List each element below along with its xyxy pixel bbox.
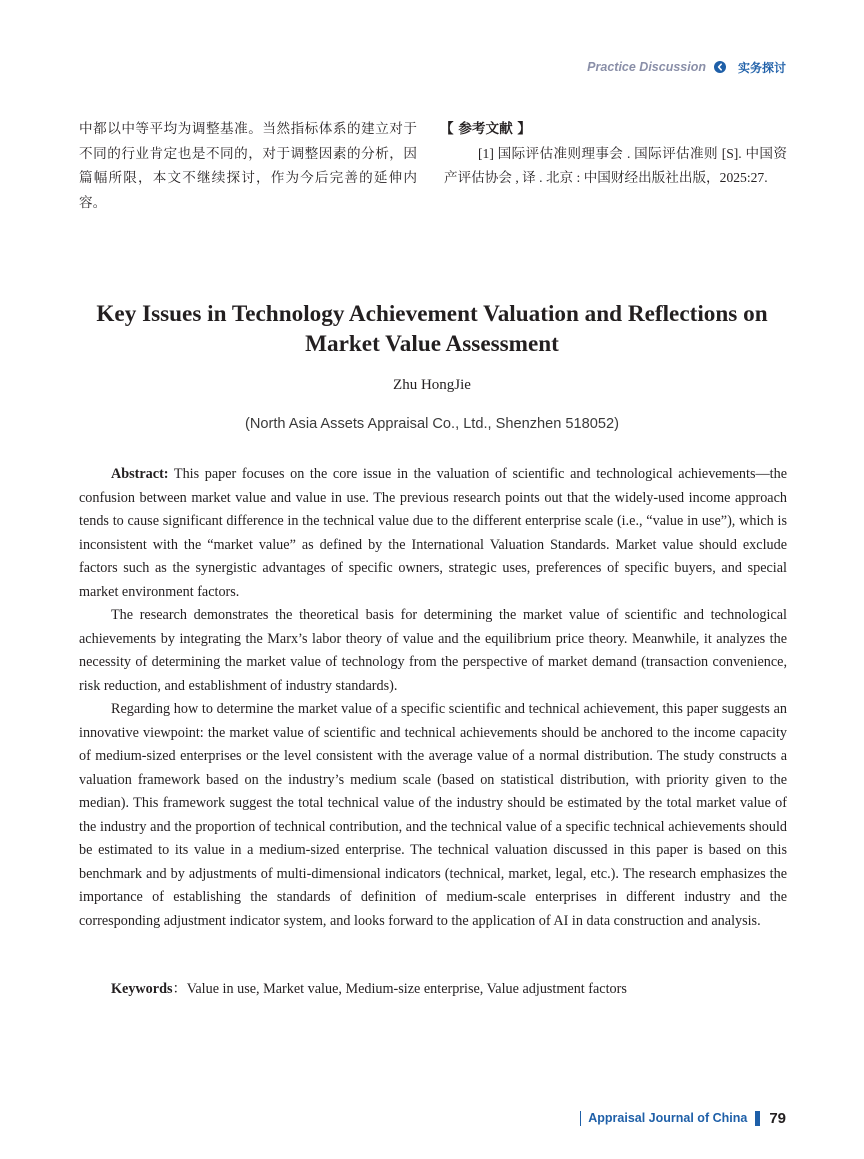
journal-name: Appraisal Journal of China [588, 1111, 748, 1125]
abstract-section [79, 463, 787, 933]
abstract-paragraph [79, 463, 787, 604]
author-affiliation: (North Asia Assets Appraisal Co., Ltd., Shenzhen 518052) [245, 416, 619, 432]
keywords-text: Value in use, Market value, Medium-size enterprise, Value adjustment factors [186, 981, 627, 997]
references-heading: 【 参考文献 】 [440, 121, 532, 137]
left-column-paragraph: 中都以中等平均为调整基准。当然指标体系的建立对于不同的行业肯定也是不同的，对于调整因素的分析，因篇幅所限，本文不继续探讨，作为今后完善的延伸内容。 [79, 121, 417, 211]
keywords-separator: ： [172, 981, 187, 997]
abstract-paragraph: The research demonstrates the theoretical basis for determining the market value of scientific and technological achievements by integrating the Marx’s labor theory of value and the equilibrium price theory. Meanwhile, it analyzes the necessity of determining the market value of technology from the perspective of market demand (transaction convenience, risk reduction, and establishment of industry standards). [79, 607, 787, 694]
references-section [440, 117, 787, 191]
keywords-line [79, 978, 787, 1002]
section-title-cn: 实务探讨 [737, 60, 786, 75]
section-title-en: Practice Discussion [587, 60, 706, 74]
left-column [79, 117, 417, 215]
abstract-paragraph: Regarding how to determine the market value of a specific scientific and technical achievement, this paper suggests an innovative viewpoint: the market value of scientific and technical achievements should be anchored to the income capacity of medium-sized enterprises or the level consistent with the average value of a normal distribution. The study constructs a valuation framework based on the industry’s medium scale (based on statistical distribution, with priority given to the median). This framework suggest the total technical value of the industry should be estimated by the total market value of the industry and the proportion of technical contribution, and the technical value of a specific technical achievements should be estimated to its value in a medium-sized enterprise. The technical valuation discussed in this paper is based on this benchmark and by adjustments of multi-dimensional indicators (technical, market, legal, etc.). The research emphasizes the importance of establishing the standards of definition of medium-scale enterprises in different industry and the corresponding adjustment indicator system, and looks forward to the application of AI in data construction and analysis. [79, 701, 787, 929]
author-name: Zhu HongJie [393, 377, 471, 393]
footer-divider [580, 1111, 581, 1126]
running-footer [580, 1109, 786, 1127]
reference-item: [1] 国际评估准则理事会 . 国际评估准则 [S]. 中国资产评估协会 , 译 . 北京 : 中国财经出版社出版，2025:27. [444, 145, 787, 185]
chevron-left-icon [714, 61, 726, 73]
article-title: Key Issues in Technology Achievement Valuation and Reflections on Market Value Assessment [96, 301, 768, 357]
running-header [587, 58, 786, 76]
abstract-label: Abstract: [111, 466, 169, 482]
page-number: 79 [769, 1109, 786, 1127]
keywords-label: Keywords [111, 981, 173, 997]
abstract-text: This paper focuses on the core issue in the valuation of scientific and technological achievements—the confusion between market value and value in use. The previous research points out that the widely-used income approach tends to cause significant difference in the technical value due to the different enterprise scale (i.e., “value in use”), which is inconsistent with the “market value” as defined by the International Valuation Standards. Market value should exclude factors such as the synergistic advantages of specific owners, strategic uses, preferences of specific buyers, and special market environment factors. [79, 466, 788, 600]
footer-accent-bar [755, 1111, 760, 1126]
